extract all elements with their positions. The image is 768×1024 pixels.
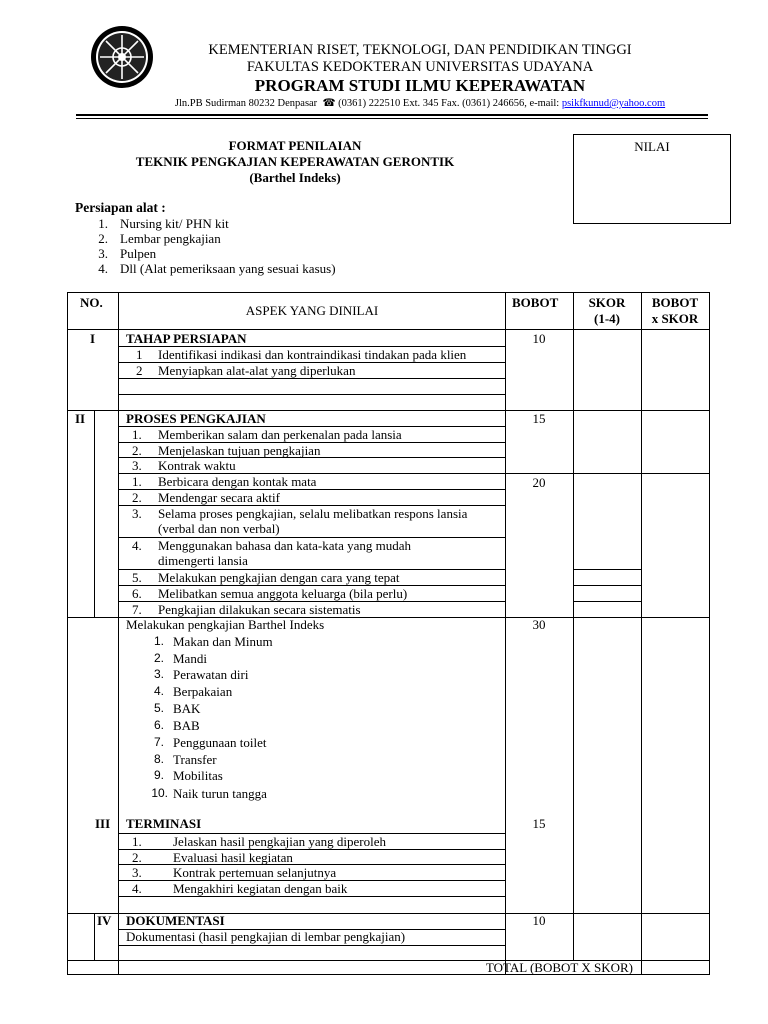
item-num: 1. [153,634,164,648]
item-num: 4. [153,684,164,698]
item-text: Identifikasi indikasi dan kontraindikasi tindakan pada klien [158,347,467,362]
list-item: Nursing kit/ PHN kit [120,216,229,231]
item-num: 2 [136,363,143,378]
col-bobot-skor-2: x SKOR [651,311,699,326]
section-bobot: 10 [532,331,546,346]
item-num: 2. [132,443,142,458]
item-num: 6. [153,718,164,732]
item-text: Berpakaian [173,684,233,699]
item-num: 7. [153,735,164,749]
section-no: III [95,816,111,831]
sub-border [94,410,95,617]
ministry-name: KEMENTERIAN RISET, TEKNOLOGI, DAN PENDIDIKAN TINGGI [208,42,632,58]
sub-border [118,896,506,897]
section-bobot: 20 [532,475,546,490]
item-text: Mendengar secara aktif [158,490,280,505]
table-border [573,292,574,960]
item-num: 2. [132,490,142,505]
item-text: Melibatkan semua anggota keluarga (bila perlu) [158,586,408,601]
col-no: NO. [80,295,103,310]
item-num: 1 [136,347,143,362]
form-title: FORMAT PENILAIAN [228,138,362,153]
item-num: 3. [153,667,164,681]
sub-border [573,601,642,602]
item-text: Transfer [173,752,217,767]
address: Jln.PB Sudirman 80232 Denpasar [174,98,318,109]
section-bobot: 10 [532,913,546,928]
table-border [709,292,710,974]
list-num: 2. [98,231,108,246]
phone-icon: ☎ [319,98,336,109]
header-divider [76,114,708,116]
form-subtitle-2: (Barthel Indeks) [249,170,341,185]
item-text: Menggunakan bahasa dan kata-kata yang mudah [158,538,412,553]
item-num: 10. [151,786,168,800]
nilai-box[interactable] [573,134,731,224]
item-num: 1. [132,474,142,489]
list-num: 4. [98,261,108,276]
table-border [67,292,68,974]
item-text: Memberikan salam dan perkenalan pada lansia [158,427,402,442]
item-num: 2. [132,850,142,865]
list-num: 3. [98,246,108,261]
form-subtitle: TEKNIK PENGKAJIAN KEPERAWATAN GERONTIK [135,154,455,169]
item-text: Selama proses pengkajian, selalu melibatkan respons lansia [158,506,468,521]
faculty-name: FAKULTAS KEDOKTERAN UNIVERSITAS UDAYANA [246,59,594,75]
section-bobot: 15 [532,816,546,831]
item-text: Perawatan diri [173,667,249,682]
item-text: Makan dan Minum [173,634,273,649]
address-line [150,97,690,109]
item-num: 7. [132,602,142,617]
list-item: Dll (Alat pemeriksaan yang sesuai kasus) [120,261,336,276]
item-num: 1. [132,834,142,849]
list-num: 1. [98,216,108,231]
col-bobot-skor: BOBOT [651,295,699,310]
list-item: Lembar pengkajian [120,231,221,246]
section-bobot: 30 [532,617,546,632]
item-text: Mandi [173,651,207,666]
item-text: Penggunaan toilet [173,735,267,750]
item-text: Jelaskan hasil pengkajian yang diperoleh [173,834,386,849]
email-link[interactable]: psikfkunud@yahoo.com [561,98,666,109]
item-text-cont: dimengerti lansia [158,553,248,568]
item-num: 6. [132,586,142,601]
item-text: Naik turun tangga [173,786,267,801]
item-text: Menjelaskan tujuan pengkajian [158,443,321,458]
item-num: 5. [132,570,142,585]
item-text: Menyiapkan alat-alat yang diperlukan [158,363,356,378]
item-num: 4. [132,881,142,896]
row-border [67,329,710,330]
item-text: Kontrak pertemuan selanjutnya [173,865,337,880]
item-text: BAK [173,701,201,716]
barthel-label: Melakukan pengkajian Barthel Indeks [126,617,325,632]
section-title: DOKUMENTASI [126,913,225,928]
item-num: 3. [132,506,142,521]
header-divider-thin [76,118,708,119]
col-skor: SKOR [588,295,626,310]
item-text: Evaluasi hasil kegiatan [173,850,293,865]
item-text: BAB [173,718,200,733]
section-no: I [90,331,96,346]
item-text: Dokumentasi (hasil pengkajian di lembar pengkajian) [126,929,406,944]
item-num: 4. [132,538,142,553]
university-logo [90,25,154,89]
item-text: Pengkajian dilakukan secara sistematis [158,602,361,617]
item-num: 2. [153,651,164,665]
section-no: II [75,411,86,426]
section-no: IV [97,913,112,928]
section-title: TAHAP PERSIAPAN [126,331,247,346]
sub-border [118,945,506,946]
item-num: 5. [153,701,164,715]
col-skor-range: (1-4) [594,311,620,326]
list-item: Pulpen [120,246,157,261]
item-num: 3. [132,865,142,880]
item-text: Mobilitas [173,768,223,783]
sub-border [94,913,95,960]
item-text: Berbicara dengan kontak mata [158,474,317,489]
item-num: 3. [132,458,142,473]
sub-border [118,378,506,379]
item-num: 9. [153,768,164,782]
item-num: 1. [132,427,142,442]
nilai-label: NILAI [634,139,670,154]
col-bobot: BOBOT [512,295,559,310]
col-aspek: ASPEK YANG DINILAI [245,303,379,318]
sub-border [573,585,642,586]
sub-border [118,394,506,395]
table-border [641,292,642,974]
item-text-cont: (verbal dan non verbal) [158,521,280,536]
section-title: PROSES PENGKAJIAN [126,411,266,426]
program-name: PROGRAM STUDI ILMU KEPERAWATAN [254,76,586,95]
item-text: Mengakhiri kegiatan dengan baik [173,881,348,896]
sub-border [573,569,642,570]
persiapan-label: Persiapan alat : [75,200,166,215]
section-title: TERMINASI [126,816,202,831]
section-bobot: 15 [532,411,546,426]
total-label: TOTAL (BOBOT X SKOR) [485,960,633,975]
row-border [67,292,710,293]
phone-fax: (0361) 222510 Ext. 345 Fax. (0361) 246656, e-mail: [338,98,560,109]
item-num: 8. [153,752,164,766]
item-text: Kontrak waktu [158,458,236,473]
item-text: Melakukan pengkajian dengan cara yang tepat [158,570,400,585]
